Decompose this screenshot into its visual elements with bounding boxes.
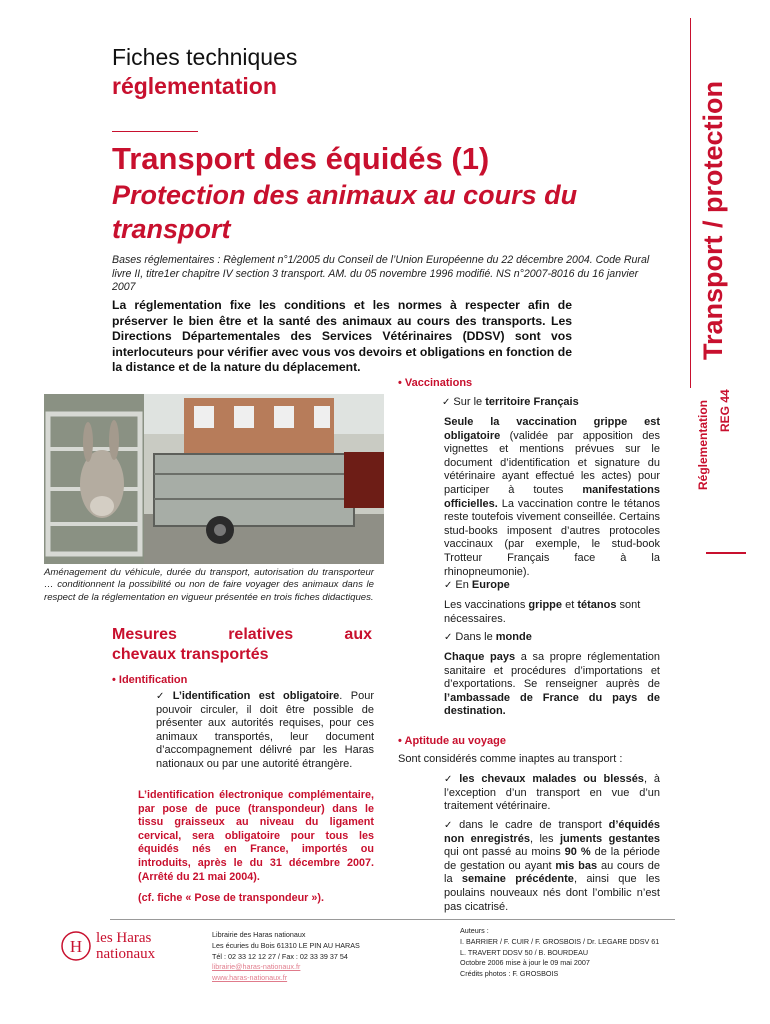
aptitude-item-2-t3: qui ont passé au moins xyxy=(444,846,565,859)
sidebar-theme-label: Transport / protection xyxy=(698,80,728,360)
vacc-europe-strong: Europe xyxy=(471,579,510,591)
aptitude-item-1-bold: les chevaux malades ou blessés xyxy=(459,773,644,785)
check-icon: ✓ xyxy=(156,691,170,702)
authors-line: I. BARRIER / F. CUIR / F. GROSBOIS / Dr. LEGARE DDSV 61 xyxy=(460,936,660,946)
vacc-europe-text xyxy=(444,599,660,626)
vacc-world-label xyxy=(444,631,660,645)
identification-lead: L’identification est obligatoire xyxy=(172,690,340,702)
haras-logo-icon xyxy=(60,930,92,962)
page-subtitle: Protection des animaux au cours du transport xyxy=(112,180,578,244)
vacc-france-strong: territoire Français xyxy=(485,396,579,408)
aptitude-item-2-b2: juments gestantes xyxy=(560,832,660,845)
aptitude-item-2-b1: d’équidés non enregistrés xyxy=(444,819,660,845)
category-title: réglementation xyxy=(112,73,277,99)
regulatory-references: Bases réglementaires : Règlement n°1/2005 du Conseil de l’Union Européenne du 22 décembre 2004. Code Rural livre II, titre1er chapitre IV section 3 transport. AM. du 05 novembre 1996 modifié. NS n°2007-8016 du 16 janvier 2007 xyxy=(112,254,650,293)
sidebar-dash xyxy=(706,552,746,554)
logo-line-1: les Haras xyxy=(96,930,152,946)
section-heading-measures xyxy=(112,625,372,665)
vacc-france-bold2: manifestations officielles. xyxy=(444,483,660,510)
transponder-note xyxy=(138,789,374,906)
footer-divider xyxy=(110,919,675,920)
vacc-europe-t2: et xyxy=(562,599,578,611)
aptitude-item-2-b3: 90 % xyxy=(564,846,591,859)
photo-illustration xyxy=(44,394,384,564)
title-divider xyxy=(112,131,198,132)
vacc-europe-b1: grippe xyxy=(528,599,563,611)
identification-body: . Pour pouvoir circuler, il doit être possible de présenter aux autorités requises, pour ces animaux transportés, leur document d’accompagnement délivré par les Haras nationaux ou par une autorité étrangère. xyxy=(156,690,374,770)
aptitude-item-2-b5: semaine précédente xyxy=(461,873,574,886)
heading-line-2: chevaux transportés xyxy=(112,646,269,663)
sidebar-code: REG 44 xyxy=(718,389,732,432)
transponder-text: L’identification électronique complémentaire, par pose de puce (transpondeur) dans le tissu graisseux au niveau du ligament cervical, sera obligatoire pour tous les équidés nés en France, importés ou introduits, après le du 31 décembre 2007. (Arrêté du 21 mai 2004). xyxy=(138,789,374,883)
vaccinations-heading: • Vaccinations xyxy=(398,377,473,389)
authors-line: L. TRAVERT DDSV 50 / B. BOURDEAU xyxy=(460,947,589,957)
series-title: Fiches techniques xyxy=(112,44,298,70)
vacc-europe-prefix: En xyxy=(455,579,472,591)
email-link[interactable]: librairie@haras-nationaux.fr xyxy=(212,962,301,972)
transponder-reference: (cf. fiche « Pose de transpondeur »). xyxy=(138,892,324,905)
authors-line: Octobre 2006 mise à jour le 09 mai 2007 xyxy=(460,958,590,968)
vacc-world-text xyxy=(444,651,660,719)
check-icon: ✓ xyxy=(444,632,453,643)
page-title: Transport des équidés (1) xyxy=(112,141,490,176)
vacc-france-text xyxy=(444,416,660,579)
check-icon: ✓ xyxy=(444,820,457,831)
aptitude-item-2-t2: , les xyxy=(529,832,560,845)
aptitude-heading: • Aptitude au voyage xyxy=(398,735,506,747)
logo-letter: H xyxy=(69,937,83,956)
identification-text xyxy=(156,690,374,772)
check-icon: ✓ xyxy=(442,397,451,408)
vacc-world-b1: Chaque pays xyxy=(444,651,516,663)
authors-line: Auteurs : xyxy=(460,926,489,935)
vacc-world-prefix: Dans le xyxy=(455,631,496,643)
check-icon: ✓ xyxy=(444,774,457,785)
aptitude-item-1-text: , à l’exception d’un transport en vue d’un traitement vétérinaire. xyxy=(444,773,661,813)
vacc-europe-b2: tétanos xyxy=(577,599,617,611)
heading-word-3: aux xyxy=(344,626,372,643)
sidebar-theme xyxy=(688,20,758,380)
vacc-france-prefix: Sur le xyxy=(453,396,486,408)
vacc-europe-label xyxy=(444,579,660,593)
vacc-world-t1: a sa propre réglementation sanitaire et procédures d’importations et d’exportations. Se renseigner auprès de xyxy=(444,651,661,691)
heading-word-2: relatives xyxy=(228,626,294,643)
aptitude-item-2 xyxy=(444,819,660,914)
aptitude-item-2-b4: mis bas xyxy=(555,859,598,872)
aptitude-item-2-t6: , ainsi que les poulains nouveaux nés dont l’ombilic n’est pas cicatrisé. xyxy=(444,873,660,913)
vacc-europe-t1: Les vaccinations xyxy=(444,599,529,611)
aptitude-item-2-t5: au cours de la xyxy=(444,859,661,886)
website-link[interactable]: www.haras-nationaux.fr xyxy=(212,973,288,983)
aptitude-item-1 xyxy=(444,773,660,814)
haras-logo-mark xyxy=(60,930,92,962)
aptitude-item-2-t4: de la période de gestation ou ayant xyxy=(444,846,660,872)
publisher-line: Tél : 02 33 12 12 27 / Fax : 02 33 39 37 54 xyxy=(212,951,348,961)
aptitude-intro: Sont considérés comme inaptes au transport : xyxy=(398,753,623,765)
aptitude-item-2-t1: dans le cadre de transport xyxy=(459,819,609,831)
publisher-line: Librairie des Haras nationaux xyxy=(212,930,306,939)
publisher-block xyxy=(212,930,412,984)
vacc-world-strong: monde xyxy=(495,631,532,643)
vacc-france-body1: (validée par apposition des vignettes et mentions prévues sur le document d’identification et signature du vétérinaire ayant effectué les actes) pour participer à toutes xyxy=(444,429,660,496)
vacc-europe-t3: sont nécessaires. xyxy=(444,599,641,625)
authors-block xyxy=(460,926,680,980)
heading-word-1: Mesures xyxy=(112,626,177,643)
vacc-france-label xyxy=(398,396,660,410)
intro-paragraph: La réglementation fixe les conditions et les normes à respecter afin de préserver le bien être et la santé des animaux au cours des transports. Les Directions Départementales des Services Vétérinaires (DDSV) sont vos interlocuteurs pour vérifier avec vous vos devoirs et obligations en fonction de la distance et de la nature du déplacement. xyxy=(112,298,572,374)
identification-heading: • Identification xyxy=(112,674,188,686)
vacc-world-b2: l’ambassade de France du pays de destination. xyxy=(444,691,660,718)
authors-line: Crédits photos : F. GROSBOIS xyxy=(460,969,559,979)
photo-caption: Aménagement du véhicule, durée du transport, autorisation du transporteur … conditionnent la possibilité ou non de faire voyager des animaux dans le respect de la réglementation en vigueur présentée en trois fiches didactiques. xyxy=(44,567,374,603)
vacc-france-body2: La vaccination contre le tétanos reste toutefois vivement conseillée. Certains stud-books imposent d’autres protocoles vaccinaux (par exemple, le stud-book Trotteur Français face à la rhinopneumonie). xyxy=(444,497,660,578)
check-icon: ✓ xyxy=(444,580,453,591)
sidebar-codes xyxy=(688,370,748,500)
vacc-france-bold: Seule la vaccination grippe est obligatoire xyxy=(444,416,660,442)
haras-logo-text xyxy=(96,930,155,962)
sidebar-section: Réglementation xyxy=(696,399,710,490)
publisher-line: Les écuries du Bois 61310 LE PIN AU HARAS xyxy=(212,940,360,950)
donkey-trailer-photo xyxy=(44,394,384,564)
logo-line-2: nationaux xyxy=(96,946,156,962)
